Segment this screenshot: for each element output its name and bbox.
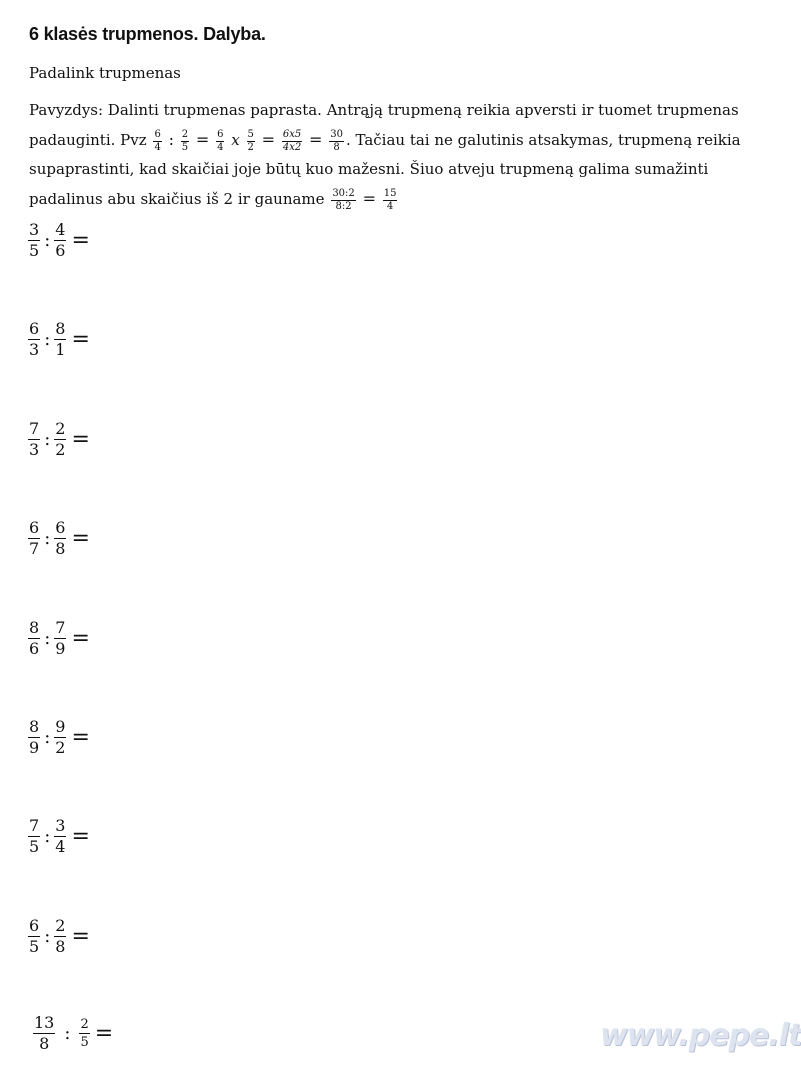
problem-3 [27,421,90,458]
dividend-fraction: $\frac{6}{5}$ [29,916,40,956]
page-title: 6 klasės trupmenos. Dalyba. [29,24,266,44]
equals-sign: = [71,327,90,352]
dividend-fraction: $\frac{13}{8}$ [34,1013,55,1053]
colon-sign: : [44,727,51,748]
example-fraction: $\frac{6x5}{4x2}$ [282,128,302,153]
problem-2 [27,321,90,358]
divisor-fraction: $\frac{4}{6}$ [55,220,66,260]
example-fraction: $\frac{30:2}{8:2}$ [332,187,355,212]
equals-sign: = [71,824,90,849]
example-fraction: $\frac{6}{4}$ [154,128,161,153]
equals-sign: = [195,130,210,149]
colon-sign: : [44,926,51,947]
colon-sign: : [44,429,51,450]
example-paragraph [29,96,744,214]
divisor-fraction: $\frac{6}{8}$ [55,518,66,558]
equals-sign: = [71,725,90,750]
colon-sign: : [44,826,51,847]
problem-6 [27,719,90,756]
problem-1 [27,222,90,259]
equals-sign: = [71,526,90,551]
example-fraction: $\frac{2}{5}$ [181,128,189,153]
divisor-fraction: $\frac{2}{2}$ [55,419,66,459]
instruction: Padalink trupmenas [29,64,181,82]
divisor-fraction: $\frac{7}{9}$ [55,618,66,658]
multiply-sign: x [231,131,240,149]
colon-sign: : [44,628,51,649]
dividend-fraction: $\frac{3}{5}$ [29,220,40,260]
dividend-fraction: $\frac{6}{7}$ [29,518,40,558]
equals-sign: = [94,1021,114,1046]
divisor-fraction: $\frac{8}{1}$ [55,319,66,359]
equals-sign: = [362,189,376,208]
divisor-fraction: $\frac{2}{8}$ [55,916,66,956]
problem-9 [32,1015,113,1052]
problem-8 [27,918,90,955]
dividend-fraction: $\frac{7}{3}$ [29,419,40,459]
example-text-2: . Tačiau tai ne galutinis atsakymas, trupmeną reikia supaprastinti, kad skaičiai joje būtų kuo mažesni. Šiuo atveju trupmeną galima sumažinti padalinus abu skaičius iš 2 ir gauname [29,131,741,208]
watermark-logo: www.pepe.lt [600,1018,801,1053]
colon-sign: : [44,329,51,350]
dividend-fraction: $\frac{8}{6}$ [29,618,40,658]
equals-sign: = [261,130,276,149]
example-fraction: $\frac{6}{4}$ [217,128,224,153]
example-fraction: $\frac{30}{8}$ [330,128,343,153]
equals-sign: = [71,626,90,651]
colon-sign: : [44,230,51,251]
example-fraction: $\frac{5}{2}$ [247,128,254,153]
dividend-fraction: $\frac{7}{5}$ [29,816,40,856]
equals-sign: = [71,427,90,452]
divisor-fraction: $\frac{3}{4}$ [55,816,66,856]
colon-sign: : [168,130,174,149]
dividend-fraction: $\frac{8}{9}$ [29,717,40,757]
divisor-fraction: $\frac{9}{2}$ [55,717,66,757]
divisor-fraction: $\frac{2}{5}$ [80,1017,89,1050]
equals-sign: = [71,924,90,949]
example-fraction: $\frac{15}{4}$ [383,187,397,212]
colon-sign: : [64,1023,71,1044]
colon-sign: : [44,528,51,549]
equals-sign: = [309,130,323,149]
dividend-fraction: $\frac{6}{3}$ [29,319,40,359]
problem-4 [27,520,90,557]
problem-5 [27,620,90,657]
problem-7 [27,818,90,855]
equals-sign: = [71,228,90,253]
example-text-1: Pavyzdys: Dalinti trupmenas paprasta. Antrąją trupmeną reikia apversti ir tuomet trupmenas padauginti. Pvz [29,101,739,149]
